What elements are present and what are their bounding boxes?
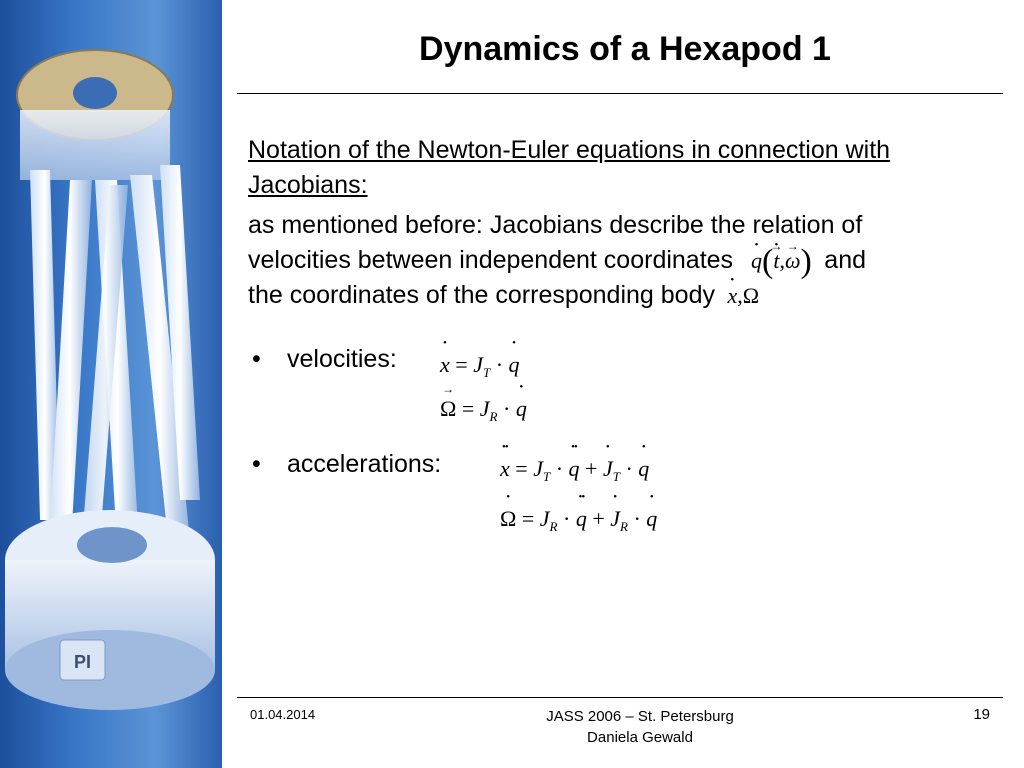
svg-text:PI: PI [74,652,92,672]
hexapod-photo [0,0,222,768]
bullet-label-accelerations: accelerations: [287,450,442,478]
body-line-1: as mentioned before: Jacobians describe the relation of [248,211,863,239]
footer-center [510,706,770,748]
body-coordinates-formula: • x,Ω [722,283,759,308]
body-paragraph [248,208,988,313]
bullet-label-velocities: velocities: [287,345,397,373]
body-line-3-text: the coordinates of the corresponding body [248,281,715,309]
acceleration-rotational-equation: • $\Omega = J_R$ · •• q + • $J_R$ · • q [500,506,657,535]
heading-line-2: Jacobians: [248,171,368,199]
generalized-coordinates-formula: • q(• t →,ω →) [740,248,817,273]
title-divider [237,93,1003,94]
heading-line-1: Notation of the Newton-Euler equations in connection with [248,136,891,164]
footer-event: JASS 2006 – St. Petersburg [546,708,734,725]
acceleration-translational-equation: •• $x = J_T$ · •• q + • $J_T$ · • q [500,456,649,485]
slide-title: Dynamics of a Hexapod 1 [419,30,831,68]
body-line-2-and: and [824,246,867,274]
page-number: 19 [973,706,990,723]
velocity-translational-equation: • $x = J_T$ · • q [440,352,520,381]
bullet-velocities [252,345,397,374]
bullet-accelerations [252,450,441,479]
section-heading [248,133,988,203]
bullet-marker: • [252,345,261,373]
footer-date: 01.04.2014 [250,707,316,722]
body-line-2 [248,243,988,278]
bullet-marker: • [252,450,261,478]
footer-divider [237,697,1003,698]
body-line-2-text: velocities between independent coordinates [248,246,734,274]
body-line-3 [248,278,988,313]
velocity-rotational-equation: Ω → = $J_R$ · • q [440,396,527,425]
footer-author: Daniela Gewald [587,729,693,746]
